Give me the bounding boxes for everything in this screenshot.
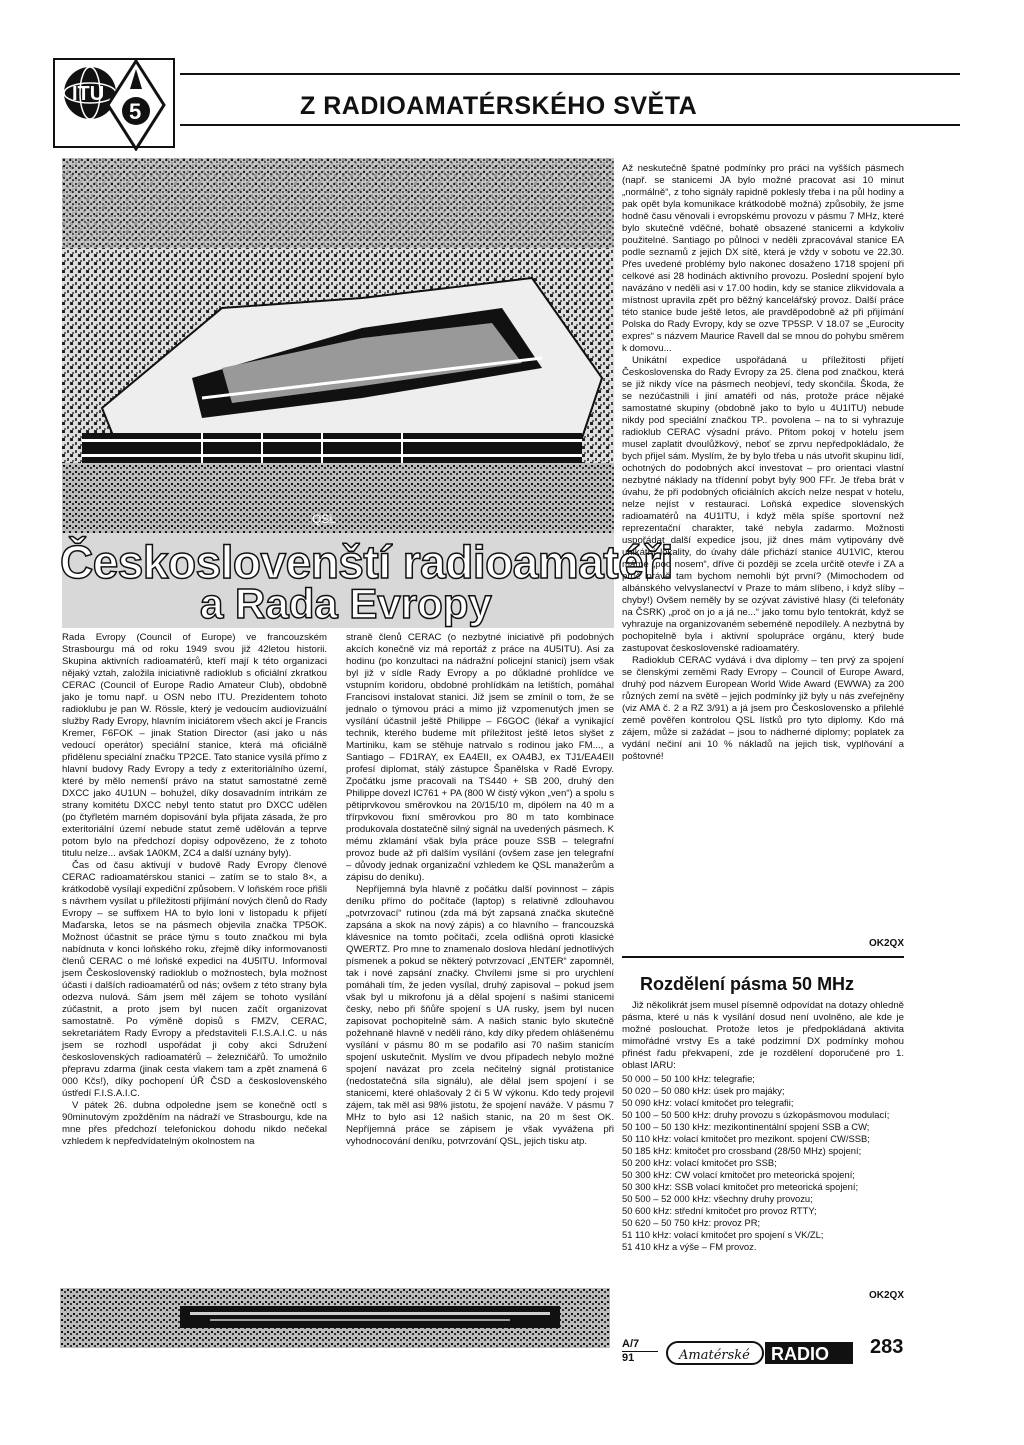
article-2-signature: OK2QX — [868, 1290, 904, 1301]
section-title: Z RADIOAMATÉRSKÉHO SVĚTA — [300, 92, 698, 120]
magazine-logo — [665, 1338, 857, 1368]
qsl-card-photo-strip — [60, 1288, 610, 1348]
article-2-title: Rozdělení pásma 50 MHz — [640, 974, 855, 994]
band-plan-item: 50 110 kHz: volací kmitočet pro mezikont. spojení CW/SSB; — [622, 1133, 870, 1144]
page-number: 283 — [870, 1336, 904, 1358]
band-plan-item: 50 090 kHz: volací kmitočet pro telegrafii; — [622, 1097, 794, 1108]
issue-number — [622, 1338, 658, 1365]
article-paragraph: Rada Evropy (Council of Europe) ve francouzském Strasbourgu má od roku 1949 svou již 42letou historii. Skupina aktivních radioamatérů, kteří mají k této organizaci nějaký vztah, založila iniciativně radioklub s oficiální zkratkou CERAC (Council of Europe Radio Amateur Club), obdobně jako je tomu např. u OSN nebo ITU. Prezidentem tohoto radioklubu je pan W. Rössle, který je vedoucím audiovizuální služby Rady Evropy, hlavním iniciátorem všech akcí je Francis Kremer, F6FOK – jinak Station Director (asi jako u nás vedoucí operátor) speciální stanice, která má oficiálně přidělenu speciální značku TP2CE. Tato stanice vysílá přímo z hlavní budovy Rady Evropy a tedy z exteritoriálního území, které by mělo nemenší právo na statut samostatné země DXCC jako 4U1UN – bohužel, díky dosavadním intrikám ze strany komitétu DXCC nebyl tento statut pro DXCC udělen (po čtyřletém marném dopisování byla přijata zásada, že pro exteritoriální území nebude statut země udělován a teprve potom bylo na předchozí dopisy odpovězeno, že z tohoto titulu nelze... avšak 1A0KM, ZC4 a další uznány byly). — [62, 632, 327, 859]
article-2-body — [622, 1000, 904, 1253]
band-plan-item: 50 300 kHz: SSB volací kmitočet pro meteorická spojení; — [622, 1181, 859, 1192]
article-middle-column — [346, 632, 614, 1148]
article-paragraph: Unikátní expedice uspořádaná u příležitosti přijetí Československa do Rady Evropy za 25. člena pod značkou, která se již nikdy více na pásmech neobjeví, tedy skončila. Škoda, že se nezúčastnili i jiní amatéři od nás, protože práce nějaké samostatné skupiny (obdobně jako to bylo u 4U1ITU) nebude nikdy pod speciální značkou TP.. povolena – na to si vyhrazuje radioklub CERAC výsadní právo. Přitom pokoj v hotelu jsem musel zaplatit dvoulůžkový, neboť se zprvu nepředpokládalo, že bych přijel sám. Myslím, že by bylo třeba u nás utvořit skupinu lidí, ochotných do podobných akcí investovat – pro orientaci vlastní nezbytné náklady na třídenní pobyt byly 900 FFr. Je třeba brát v úvahu, že při podobných oficiálních akcích nelze nespat v hotelu, nelze nejíst v restauraci. Loňská expedice slovenských radioamatérů na 4U1ITU, i když měla spíše sportovní než reprezentační charakter, také nebyla zadarmo. Možnosti uspořádat další expedice jsou, již dnes mám vytipovány dvě unikátní lokality, do úvahy dále přichází stanice 4U1VIC, kterou máme „pod nosem“, dříve či později se zcela určitě otevře i ZA a proč právě tam bychom nemohli být první? (Mimochodem od albánského velvyslanectví v Praze to mám slíbeno, i když slíby – chyby!) Ovšem neměly by se ozývat závistivé hlasy (či telefonáty na ČSRK) „proč on jo a já ne...“ jako tomu bylo tentokrát, když se vyhrazuje na organizovaném sebeméně nepodílely. A nezbytná by pochopitelně byla i aktivní spolupráce orgánu, který bude zastupovat československé radioamatéry. — [622, 355, 904, 654]
article-paragraph: Až neskutečně špatné podmínky pro práci na vyšších pásmech (např. se stanicemi JA bylo možné pracovat asi 10 minut „normálně“, z toho signály rapidně poklesly třeba i na půl hodiny a pak opět byla komunikace krátkodobě možná) způsobily, že jsme hodně času věnovali i evropskému provozu v pásmu 7 MHz, které bylo skutečně vděčné, bohatě obsazené stanicemi a kdykoliv použitelné. Santiago po půlnoci v neděli zpracovával stanice EA podle seznamů z jejich DX sítě, která je vždy v sobotu ve 22.30. Přes uvedené problémy bylo nakonec dosaženo 1718 spojení při celkové asi 28 hodinách aktivního provozu. Poslední spojení bylo navázáno v neděli asi v 17.00 hodin, kdy se stanice zlikvidovala a místnost upravila zpět pro běžný kancelářský provoz. Další práce této stanice bude ještě letos, ale pravděpodobně až při přijímání Polska do Rady Evropy, kdy se ozve TP5SP. V 18.07 se „Eurocity expres“ s názvem Maurice Ravell dal se mnou do pohybu směrem k domovu... — [622, 163, 904, 354]
header-rule-bottom — [180, 124, 960, 126]
article-paragraph: Nepříjemná byla hlavně z počátku další povinnost – zápis deníku přímo do počítače (laptop) s relativně zdlouhavou „potvrzovací“ rutinou (zda má být zapsaná značka skutečně zapsána a skok na nový zápis) a co hlavního – francouzská klávesnice na tomto počítači, zcela odlišná oproti klasické QWERTZ. Pro mne to znamenalo doslova hledání jednotlivých písmenek a pokud se některý potvrzovací „ENTER“ zapomněl, tak i nové zapsání značky. Chvílemi jsme si pro urychlení pomáhali tím, že jeden vysílal, druhý zapisoval – pokud jsem však byl u mikrofonu já a dělal spojení s našimi stanicemi česky, nebo při šňůře spojení s UA rusky, jsem byl nucen zapisovat pochopitelně sám. A našich stanic bylo skutečně požehnaně hlavně v neděli ráno, kdy díky předem ohlášenému vysílání v pásmu 80 m se podařilo asi 70 našim stanicím spojení uskutečnit. Myslím ve dvou případech nebylo možné spojení navázat pro zcela nečitelný signál protistanice (nedostatečná síla signálu), ale dělal jsem spojení i se stanicemi, které ohlašovaly 2 či 5 W výkonu. Kdo tedy projevil zájem, tak měl asi 98% jistotu, že spojení naváže. V pásmu 7 MHz to bylo asi 12 našich stanic, na 20 m šest OK. Nepříjemná práce se zápisem je však vyvážena při vyhodnocování deníku, potvrzování QSL, jejich tisku atp. — [346, 884, 614, 1147]
article-title-line-2: a Rada Evropy — [200, 580, 492, 627]
band-plan-list — [622, 1073, 904, 1253]
band-plan-item: 50 185 kHz: kmitočet pro crossband (28/50 MHz) spojení; — [622, 1145, 862, 1156]
article-paragraph: Čas od času aktivují v budově Rady Evropy členové CERAC radioamatérskou stanici – zatím se to stalo 8×, a krátkodobě vysílají expediční způsobem. V loňském roce přišli s návrhem vysílat u příležitosti přijímání nových členů do Rady Evropy – se suffixem HA to bylo loni v listopadu k přijetí Maďarska, letos se na pásmech objevila značka TP5OK. Možnost účastnit se práce týmu s touto značkou mi byla nabídnuta v konci loňského roku, zřejmě díky informovanosti členů CERAC o mé loňské expedici na 4U5ITU. Informoval jsem Československý radioklub o možnostech, byla možnost účasti i dalších radioamatérů od nás; ovšem z této strany byla odezva nulová. Sám jsem měl zájem se tohoto vysílání zúčastnit, a proto jsem byl nucen začít organizovat samostatně. Po výměně dopisů s FMZV, CERAC, sekretariátem Rady Evropy a představiteli F.I.S.A.I.C. u nás jsem se rozhodl uspořádat ji coby akci Sdružení československých radioamatérů – železničářů. To umožnilo přepravu zdarma (jinak cesta vlakem tam a zpět znamená 6 000 Kčs!), díky pochopení ÚŘ ČSD a československého ústředí F.I.S.A.I.C. — [62, 860, 328, 1099]
band-plan-item: 50 200 kHz: volací kmitočet pro SSB; — [622, 1157, 777, 1168]
article-2-intro: Již několikrát jsem musel písemně odpovídat na dotazy ohledně pásma, které u nás k vysílání dosud není uvolněno, ale kde je možné poslouchat. Protože letos je předpokládaná aktivita mimořádné vrstvy Es a také podzimní DX podmínky mohou přinést řadu překvapení, zde je rozdělení doporučené pro 1. oblast IARU: — [622, 1000, 904, 1071]
photo-sign-text: QSL — [312, 512, 337, 526]
magazine-logo-script: Amatérské — [679, 1348, 750, 1363]
band-plan-item: 50 500 – 52 000 kHz: všechny druhy provozu; — [622, 1193, 813, 1204]
article-right-column — [622, 163, 904, 763]
article-paragraph: V pátek 26. dubna odpoledne jsem se konečně octl s 90minutovým zpožděním na nádraží ve Strasbourgu, kde na mne přes předchozí telefonickou dohodu nikdo nečekal vzhledem k nepředvídatelným okolnostem na — [62, 1100, 327, 1147]
article-title-line-1: Českoslovenští radioamatéři — [60, 536, 673, 588]
article-signature: OK2QX — [868, 938, 904, 949]
band-plan-item: 50 000 – 50 100 kHz: telegrafie; — [622, 1073, 755, 1084]
iaru-logo-digit: 5 — [129, 99, 142, 124]
article-paragraph: Radioklub CERAC vydává i dva diplomy – ten prvý za spojení se členskými zeměmi Rady Evropy – Council of Europe Award, druhý pod názvem European World Wide Award (EWWA) za 200 různých zemí na světě – jejich podmínky již byly u nás zveřejněny (viz AMA č. 2 a RZ 3/91) a já jsem pro Československo a přilehlé země pověřen kontrolou QSL lístků pro tyto diplomy. Kdo má zájem, může si zažádat – jsou to nádherné diplomy; poplatek za vydání nečiní ani 10 % nákladů na jejich tisk, vyplňování a poštovné! — [622, 655, 904, 762]
band-plan-item: 51 110 kHz: volací kmitočet pro spojení s VK/ZL; — [622, 1229, 824, 1240]
band-plan-item: 50 100 – 50 500 kHz: druhy provozu s úzkopásmovou modulací; — [622, 1109, 890, 1120]
itu-logo-text: ITU — [72, 83, 105, 105]
article-paragraph: straně členů CERAC (o nezbytné iniciativě při podobných akcích konečně viz má reportáž z práce na 4U5ITU). Asi za hodinu (po konzultaci na nádražní policejní stanici) jsem však byl již v sídle Rady Evropy a po důkladné prohlídce ve vstupním koridoru, obdobné prohlídkám na letištích, pomáhal Francisovi instalovat stanici. Již jsem se zmínil o tom, že se jednalo o týmovou práci a mimo již vzpomenutých jmen se vysílání účastnil ještě Philippe – F6GOC (lékař a vynikající technik, kterého budeme mít příležitost ještě letos slyšet z Martiniku, kam se stěhuje natrvalo s rodinou jako FM..., a Santiago – FD1RAY, ex EA4EII, ex OA4BJ, ex TJ1/EA4EII profesí diplomat, stálý zástupce Španělska v Radě Evropy. Zpočátku jsme pracovali na TS440 + SB 200, druhý den Philippe dovezl IC761 + PA (800 W čistý výkon „ven“) a spolu s pětiprvkovou směrovkou na 20/15/10 m, dipólem na 40 m a třírpvkovou fixní směrovkou pro 80 m tato kombinace produkovala dostatečně silný signál na uvedených pásmech. K mému zklamání však byla práce pouze SSB – telegrafní provoz bude až při dalším vysílání (ovšem zase jen telegrafní – důvody jednak organizační vzhledem ke QSL manažerům a zápisu do deníku). — [346, 632, 614, 883]
band-plan-item: 50 300 kHz: CW volací kmitočet pro meteorická spojení; — [622, 1169, 855, 1180]
issue-number-bottom: 91 — [622, 1352, 635, 1364]
itu-logo — [50, 55, 178, 151]
issue-number-top: A/7 — [622, 1338, 658, 1352]
magazine-logo-block: RADIO — [771, 1344, 829, 1364]
band-plan-item: 50 100 – 50 130 kHz: mezikontinentální spojení SSB a CW; — [622, 1121, 870, 1132]
band-plan-item: 51 410 kHz a výše – FM provoz. — [622, 1241, 757, 1252]
header-rule-top — [180, 73, 960, 75]
band-plan-item: 50 620 – 50 750 kHz: provoz PR; — [622, 1217, 761, 1228]
article-left-column — [62, 632, 327, 1148]
article-divider — [622, 956, 904, 958]
band-plan-item: 50 600 kHz: střední kmitočet pro provoz RTTY; — [622, 1205, 817, 1216]
band-plan-item: 50 020 – 50 080 kHz: úsek pro majáky; — [622, 1085, 785, 1096]
